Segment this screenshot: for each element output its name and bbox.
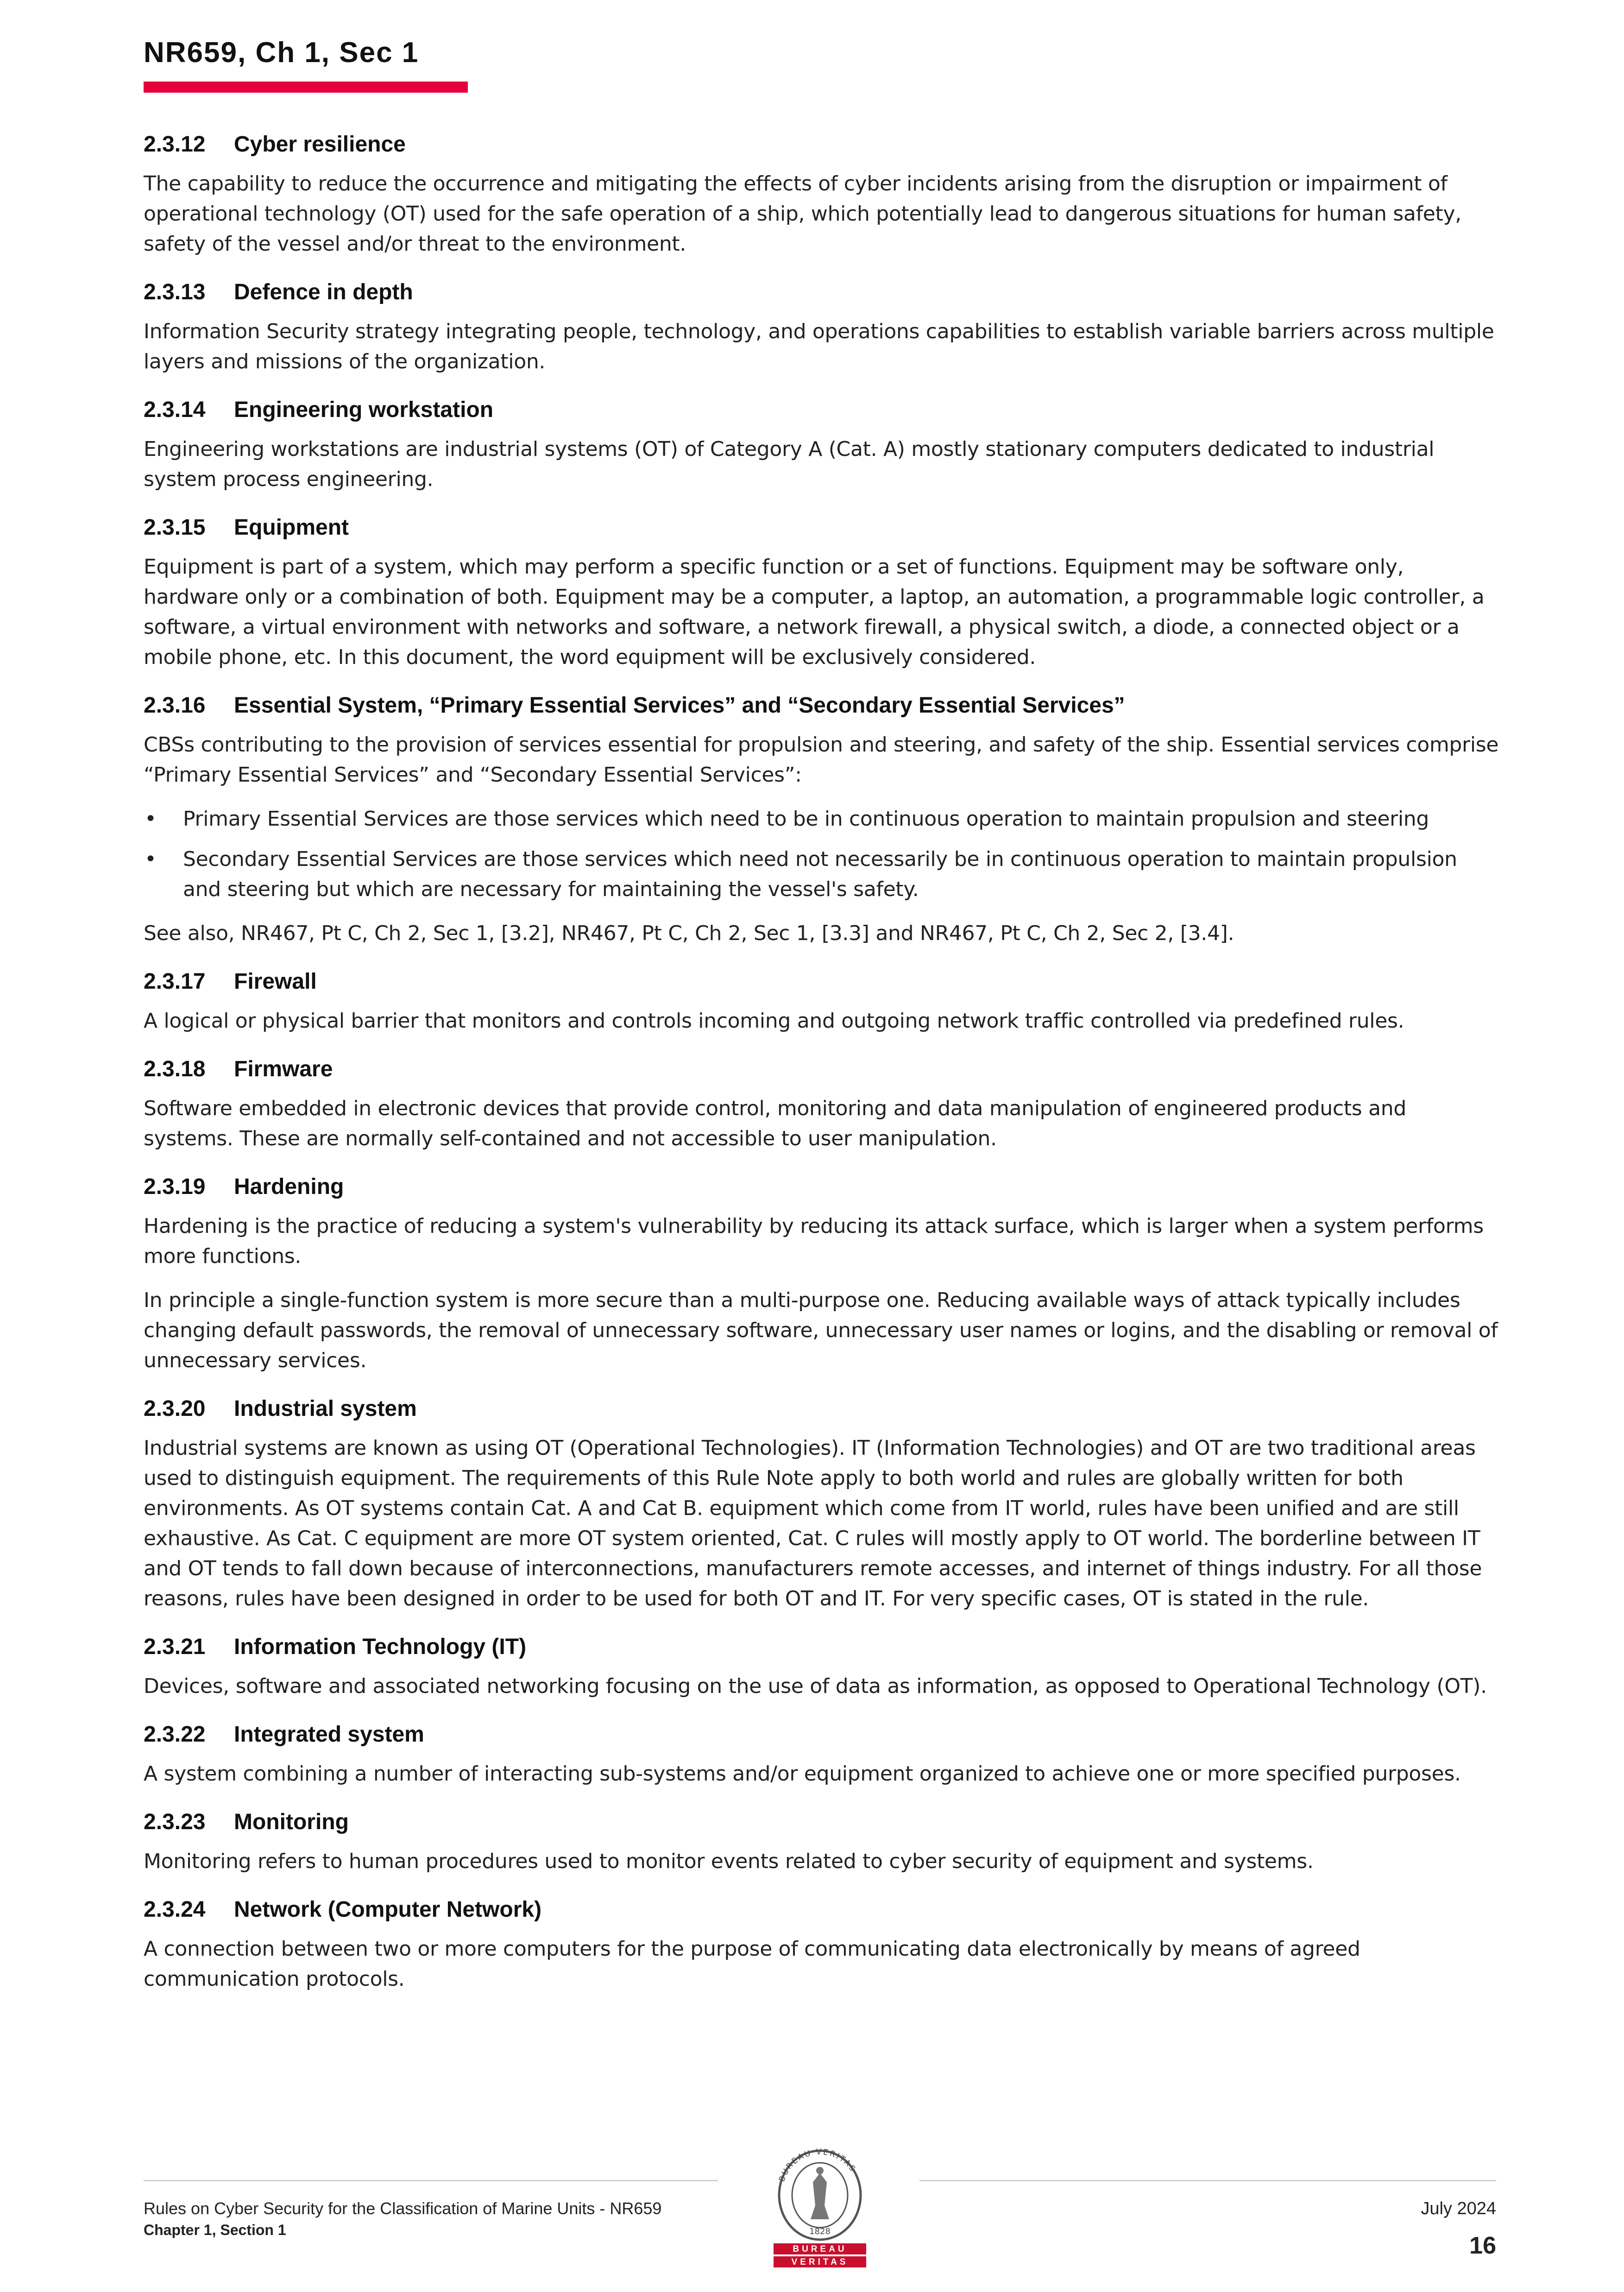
section-number: 2.3.13 — [144, 280, 206, 304]
section-heading — [144, 1809, 1501, 1835]
section-title: Industrial system — [234, 1396, 417, 1421]
section-2-3-23 — [144, 1809, 1501, 1876]
section-paragraph: Information Security strategy integrating people, technology, and operations capabilities to establish variable barriers across multiple layers and missions of the organization. — [144, 320, 1494, 373]
section-title: Information Technology (IT) — [234, 1635, 527, 1659]
section-heading — [144, 279, 1501, 305]
section-2-3-12 — [144, 132, 1501, 259]
page-header-title: NR659, Ch 1, Sec 1 — [144, 37, 419, 69]
section-number: 2.3.20 — [144, 1396, 206, 1421]
section-heading — [144, 969, 1501, 995]
section-heading — [144, 1396, 1501, 1422]
section-number: 2.3.21 — [144, 1635, 206, 1659]
bureau-veritas-logo — [769, 2145, 871, 2270]
section-title: Monitoring — [234, 1810, 349, 1834]
section-number: 2.3.22 — [144, 1722, 206, 1747]
section-2-3-24 — [144, 1897, 1501, 1994]
section-paragraph: Industrial systems are known as using OT (Operational Technologies). IT (Information Technologies) and OT are two traditional areas used to distinguish equipment. The requirements of this Rule Note apply to both world and rules are globally written for both environments. As OT systems contain Cat. A and Cat B. equipment which come from IT world, rules have been unified and are still exhaustive. As Cat. C equipment are more OT system oriented, Cat. C rules will mostly apply to OT world. The borderline between IT and OT tends to fall down because of interconnections, manufacturers remote accesses, and internet of things industry. For all those reasons, rules have been designed in order to be used for both OT and IT. For very specific cases, OT is stated in the rule. — [144, 1436, 1482, 1610]
section-heading — [144, 397, 1501, 423]
footer-left — [144, 2198, 746, 2240]
footer-right — [1421, 2198, 1496, 2260]
section-heading — [144, 1634, 1501, 1660]
section-heading — [144, 515, 1501, 541]
footer-date: July 2024 — [1421, 2199, 1496, 2218]
section-number: 2.3.24 — [144, 1897, 206, 1922]
section-number: 2.3.17 — [144, 969, 206, 994]
footer-divider-right — [919, 2180, 1496, 2181]
section-paragraph: A system combining a number of interacting sub-systems and/or equipment organized to achieve one or more specified purposes. — [144, 1762, 1461, 1786]
section-heading — [144, 1174, 1501, 1200]
section-paragraph: The capability to reduce the occurrence and mitigating the effects of cyber incidents arising from the disruption or impairment of operational technology (OT) used for the safe operation of a ship, which potentially lead to dangerous situations for human safety, safety of the vessel and/or threat to the environment. — [144, 172, 1461, 256]
section-title: Network (Computer Network) — [234, 1897, 542, 1922]
section-number: 2.3.19 — [144, 1174, 206, 1199]
bullet-dot: • — [145, 807, 157, 831]
section-paragraph: In principle a single-function system is more secure than a multi-purpose one. Reducing available ways of attack typically includes changing default passwords, the removal of unnecessary software, unnecessary user names or logins, and the disabling or removal of unnecessary services. — [144, 1288, 1498, 1372]
section-intro: CBSs contributing to the provision of services essential for propulsion and steering, and safety of the ship. Essential services comprise “Primary Essential Services” and “Secondary Essential Services”: — [144, 733, 1499, 787]
section-paragraph: A connection between two or more computers for the purpose of communicating data electronically by means of agreed communication protocols. — [144, 1937, 1360, 1991]
section-number: 2.3.16 — [144, 693, 206, 718]
logo-label-2: VERITAS — [791, 2257, 849, 2267]
section-2-3-19 — [144, 1174, 1501, 1376]
bullet-text: Secondary Essential Services are those services which need not necessarily be in continuous operation to maintain propulsion and steering but which are necessary for maintaining the vessel's safety. — [183, 847, 1457, 901]
section-paragraph: Engineering workstations are industrial systems (OT) of Category A (Cat. A) mostly stationary computers dedicated to industrial system process engineering. — [144, 437, 1435, 491]
section-number: 2.3.15 — [144, 515, 206, 540]
section-2-3-13 — [144, 279, 1501, 377]
section-title: Cyber resilience — [234, 132, 406, 157]
section-paragraph: A logical or physical barrier that monitors and controls incoming and outgoing network traffic controlled via predefined rules. — [144, 1009, 1404, 1033]
document-body — [144, 132, 1501, 2008]
page-number: 16 — [1469, 2232, 1496, 2259]
section-title: Equipment — [234, 515, 349, 540]
bureau-veritas-seal-icon — [769, 2145, 871, 2270]
section-2-3-22 — [144, 1722, 1501, 1789]
section-heading — [144, 693, 1501, 719]
section-2-3-17 — [144, 969, 1501, 1036]
section-paragraph: Equipment is part of a system, which may perform a specific function or a set of functions. Equipment may be software only, hardware only or a combination of both. Equipment may be a computer, a laptop, an automation, a programmable logic controller, a software, a virtual environment with networks and software, a network firewall, a physical switch, a diode, a connected object or a mobile phone, etc. In this document, the word equipment will be exclusively considered. — [144, 555, 1485, 669]
section-title: Hardening — [234, 1174, 344, 1199]
section-2-3-16 — [144, 693, 1501, 948]
bullet-item — [144, 804, 1501, 834]
section-title: Engineering workstation — [234, 398, 494, 422]
logo-year: 1828 — [809, 2227, 831, 2236]
section-outro: See also, NR467, Pt C, Ch 2, Sec 1, [3.2], NR467, Pt C, Ch 2, Sec 1, [3.3] and NR467, Pt C, Ch 2, Sec 2, [3.4]. — [144, 922, 1234, 945]
section-heading — [144, 1056, 1501, 1082]
section-title: Firmware — [234, 1057, 333, 1081]
section-paragraph: Devices, software and associated networking focusing on the use of data as information, as opposed to Operational Technology (OT). — [144, 1674, 1487, 1698]
footer-chapter: Chapter 1, Section 1 — [144, 2222, 286, 2238]
footer-doc-title: Rules on Cyber Security for the Classification of Marine Units - NR659 — [144, 2199, 662, 2218]
section-title: Essential System, “Primary Essential Services” and “Secondary Essential Services” — [234, 693, 1125, 718]
section-number: 2.3.23 — [144, 1810, 206, 1834]
bullet-list — [144, 804, 1501, 904]
bullet-item — [144, 844, 1501, 904]
logo-label-1: BUREAU — [793, 2244, 847, 2254]
section-title: Integrated system — [234, 1722, 424, 1747]
bullet-dot: • — [145, 847, 157, 871]
section-number: 2.3.18 — [144, 1057, 206, 1081]
section-heading — [144, 1722, 1501, 1748]
section-paragraph: Hardening is the practice of reducing a system's vulnerability by reducing its attack surface, which is larger when a system performs more functions. — [144, 1214, 1484, 1268]
section-2-3-21 — [144, 1634, 1501, 1701]
section-2-3-14 — [144, 397, 1501, 494]
footer-divider-left — [144, 2180, 718, 2181]
section-2-3-20 — [144, 1396, 1501, 1614]
section-heading — [144, 1897, 1501, 1923]
header-accent-bar — [144, 82, 468, 93]
svg-text:BUREAU VERITAS: BUREAU VERITAS — [777, 2147, 858, 2183]
bullet-text: Primary Essential Services are those services which need to be in continuous operation to maintain propulsion and steering — [183, 807, 1429, 831]
section-2-3-18 — [144, 1056, 1501, 1154]
section-2-3-15 — [144, 515, 1501, 672]
section-number: 2.3.12 — [144, 132, 206, 157]
section-title: Defence in depth — [234, 280, 413, 304]
section-number: 2.3.14 — [144, 398, 206, 422]
section-paragraph: Software embedded in electronic devices that provide control, monitoring and data manipulation of engineered products and systems. These are normally self-contained and not accessible to user manipulation. — [144, 1097, 1406, 1150]
section-paragraph: Monitoring refers to human procedures used to monitor events related to cyber security of equipment and systems. — [144, 1850, 1314, 1873]
section-title: Firewall — [234, 969, 317, 994]
section-heading — [144, 132, 1501, 158]
